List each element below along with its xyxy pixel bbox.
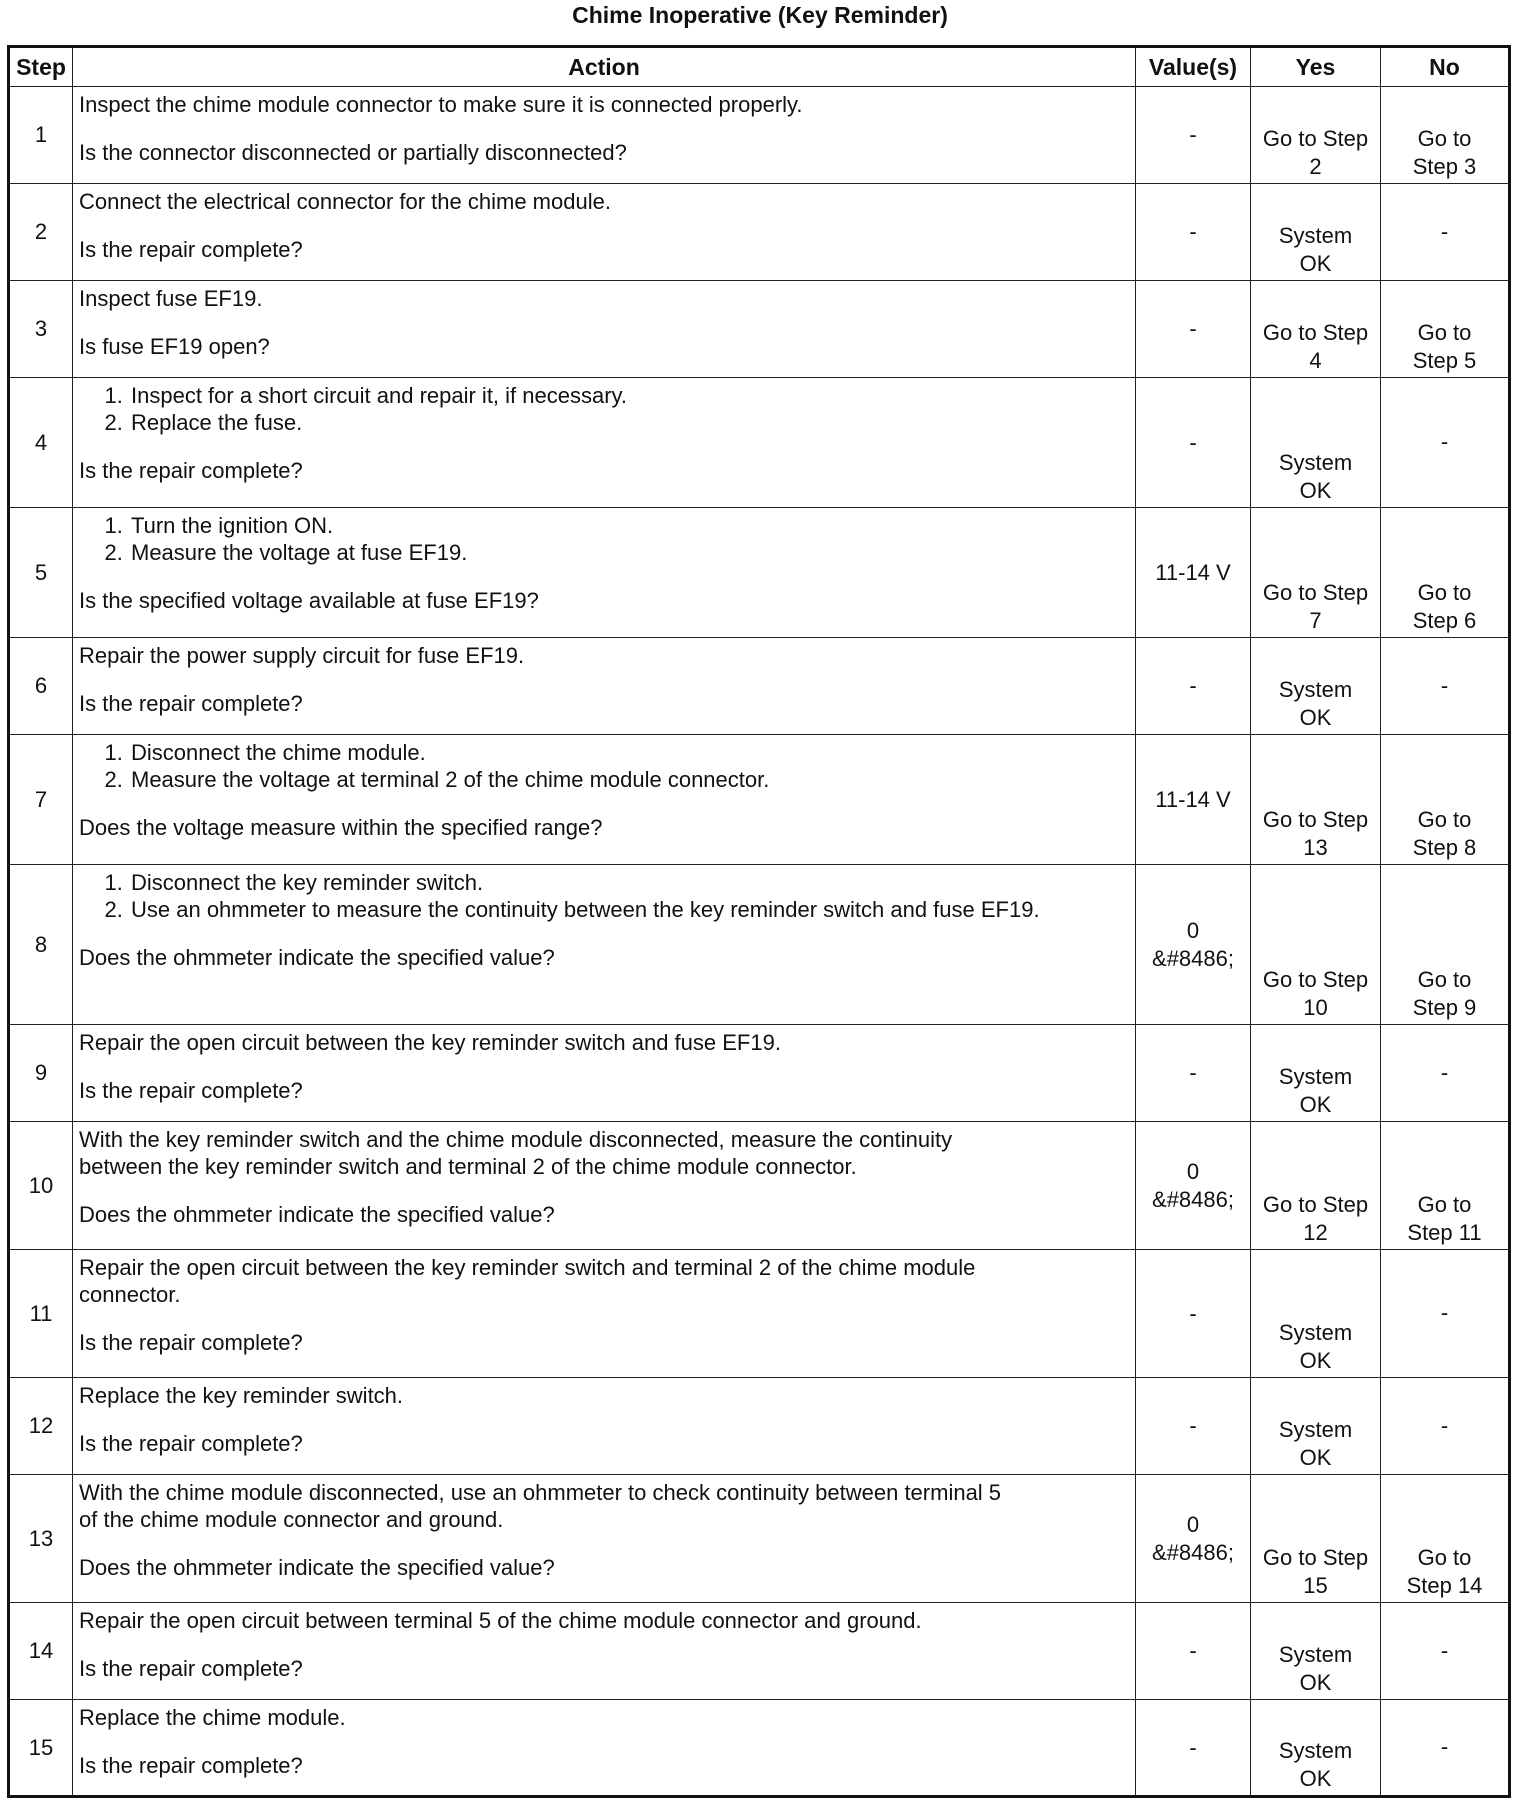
step-number: 2 bbox=[9, 184, 73, 281]
no-result: - bbox=[1381, 1025, 1510, 1122]
value-cell: - bbox=[1136, 1025, 1251, 1122]
value-cell: - bbox=[1136, 378, 1251, 508]
action-instruction: Inspect the chime module connector to make sure it is connected properly. bbox=[79, 92, 803, 117]
action-question: Is the repair complete? bbox=[79, 691, 303, 716]
action-step-item: 1. Disconnect the key reminder switch. bbox=[129, 869, 1129, 896]
table-row bbox=[9, 1603, 1510, 1700]
yes-result: System OK bbox=[1251, 1603, 1381, 1700]
action-question: Does the ohmmeter indicate the specified value? bbox=[79, 945, 555, 970]
table-row bbox=[9, 735, 1510, 865]
no-result: - bbox=[1381, 1378, 1510, 1475]
action-instruction: Inspect fuse EF19. bbox=[79, 286, 263, 311]
yes-result: System OK bbox=[1251, 184, 1381, 281]
header-no: No bbox=[1381, 47, 1510, 87]
action-steps bbox=[79, 869, 1129, 923]
step-number: 7 bbox=[9, 735, 73, 865]
no-result: Go to Step 9 bbox=[1381, 865, 1510, 1025]
table-title: Chime Inoperative (Key Reminder) bbox=[572, 2, 948, 28]
action-question: Does the voltage measure within the specified range? bbox=[79, 815, 603, 840]
value-cell: 0 &#8486; bbox=[1136, 865, 1251, 1025]
table-row bbox=[9, 638, 1510, 735]
action-step-item: 2. Measure the voltage at terminal 2 of the chime module connector. bbox=[129, 766, 1129, 793]
action-instruction: Repair the open circuit between terminal 5 of the chime module connector and ground. bbox=[79, 1608, 922, 1633]
action-steps bbox=[79, 739, 1129, 793]
table-row bbox=[9, 184, 1510, 281]
table-row bbox=[9, 508, 1510, 638]
no-result: Go to Step 3 bbox=[1381, 87, 1510, 184]
action-step-item: 2. Use an ohmmeter to measure the continuity between the key reminder switch and fuse EF19. bbox=[129, 896, 1129, 923]
action-question: Is the specified voltage available at fuse EF19? bbox=[79, 588, 539, 613]
value-cell: - bbox=[1136, 184, 1251, 281]
action-question: Is the repair complete? bbox=[79, 458, 303, 483]
value-cell: 0 &#8486; bbox=[1136, 1475, 1251, 1603]
table-row bbox=[9, 865, 1510, 1025]
yes-result: Go to Step 2 bbox=[1251, 87, 1381, 184]
action-cell bbox=[73, 638, 1136, 735]
action-cell bbox=[73, 184, 1136, 281]
action-steps bbox=[79, 382, 1129, 436]
value-cell: - bbox=[1136, 638, 1251, 735]
action-cell bbox=[73, 281, 1136, 378]
action-instruction: With the key reminder switch and the chime module disconnected, measure the continuity between the key reminder switch and terminal 2 of the chime module connector. bbox=[79, 1127, 953, 1179]
step-number: 11 bbox=[9, 1250, 73, 1378]
value-cell: 11-14 V bbox=[1136, 735, 1251, 865]
no-result: Go to Step 11 bbox=[1381, 1122, 1510, 1250]
action-cell bbox=[73, 87, 1136, 184]
step-number: 5 bbox=[9, 508, 73, 638]
yes-result: Go to Step 12 bbox=[1251, 1122, 1381, 1250]
step-number: 4 bbox=[9, 378, 73, 508]
header-values: Value(s) bbox=[1136, 47, 1251, 87]
no-result: Go to Step 8 bbox=[1381, 735, 1510, 865]
value-cell: - bbox=[1136, 1250, 1251, 1378]
yes-result: System OK bbox=[1251, 1025, 1381, 1122]
yes-result: Go to Step 15 bbox=[1251, 1475, 1381, 1603]
action-cell bbox=[73, 1122, 1136, 1250]
action-cell bbox=[73, 865, 1136, 1025]
action-question: Is the repair complete? bbox=[79, 237, 303, 262]
action-cell bbox=[73, 1603, 1136, 1700]
action-cell bbox=[73, 508, 1136, 638]
action-instruction: Repair the open circuit between the key reminder switch and fuse EF19. bbox=[79, 1030, 781, 1055]
step-number: 1 bbox=[9, 87, 73, 184]
no-result: Go to Step 14 bbox=[1381, 1475, 1510, 1603]
action-question: Is fuse EF19 open? bbox=[79, 334, 270, 359]
header-action: Action bbox=[73, 47, 1136, 87]
value-cell: - bbox=[1136, 1603, 1251, 1700]
yes-result: System OK bbox=[1251, 1378, 1381, 1475]
action-cell bbox=[73, 1378, 1136, 1475]
action-question: Is the repair complete? bbox=[79, 1078, 303, 1103]
value-cell: - bbox=[1136, 281, 1251, 378]
yes-result: Go to Step 13 bbox=[1251, 735, 1381, 865]
action-step-item: 2. Measure the voltage at fuse EF19. bbox=[129, 539, 1129, 566]
action-step-item: 2. Replace the fuse. bbox=[129, 409, 1129, 436]
table-row bbox=[9, 87, 1510, 184]
step-number: 8 bbox=[9, 865, 73, 1025]
action-question: Is the repair complete? bbox=[79, 1753, 303, 1778]
step-number: 3 bbox=[9, 281, 73, 378]
step-number: 12 bbox=[9, 1378, 73, 1475]
step-number: 9 bbox=[9, 1025, 73, 1122]
yes-result: System OK bbox=[1251, 1700, 1381, 1797]
table-row bbox=[9, 281, 1510, 378]
action-cell bbox=[73, 735, 1136, 865]
table-row bbox=[9, 1025, 1510, 1122]
yes-result: Go to Step 4 bbox=[1251, 281, 1381, 378]
action-step-item: 1. Inspect for a short circuit and repair it, if necessary. bbox=[129, 382, 1129, 409]
yes-result: Go to Step 7 bbox=[1251, 508, 1381, 638]
action-instruction: Repair the open circuit between the key reminder switch and terminal 2 of the chime module connector. bbox=[79, 1255, 976, 1307]
header-step: Step bbox=[9, 47, 73, 87]
action-instruction: Repair the power supply circuit for fuse EF19. bbox=[79, 643, 525, 668]
action-cell bbox=[73, 1475, 1136, 1603]
no-result: - bbox=[1381, 1700, 1510, 1797]
action-cell bbox=[73, 1700, 1136, 1797]
table-row bbox=[9, 1122, 1510, 1250]
no-result: - bbox=[1381, 378, 1510, 508]
yes-result: System OK bbox=[1251, 638, 1381, 735]
no-result: Go to Step 5 bbox=[1381, 281, 1510, 378]
header-row bbox=[9, 47, 1510, 87]
value-cell: 0 &#8486; bbox=[1136, 1122, 1251, 1250]
value-cell: 11-14 V bbox=[1136, 508, 1251, 638]
action-steps bbox=[79, 512, 1129, 566]
action-instruction: Replace the key reminder switch. bbox=[79, 1383, 404, 1408]
value-cell: - bbox=[1136, 87, 1251, 184]
diagnostic-table bbox=[7, 45, 1511, 1798]
action-question: Is the repair complete? bbox=[79, 1431, 303, 1456]
no-result: - bbox=[1381, 1250, 1510, 1378]
step-number: 15 bbox=[9, 1700, 73, 1797]
header-yes: Yes bbox=[1251, 47, 1381, 87]
step-number: 14 bbox=[9, 1603, 73, 1700]
table-row bbox=[9, 1378, 1510, 1475]
step-number: 10 bbox=[9, 1122, 73, 1250]
step-number: 6 bbox=[9, 638, 73, 735]
table-row bbox=[9, 1250, 1510, 1378]
action-question: Is the connector disconnected or partially disconnected? bbox=[79, 140, 627, 165]
action-question: Does the ohmmeter indicate the specified value? bbox=[79, 1555, 555, 1580]
action-step-item: 1. Turn the ignition ON. bbox=[129, 512, 1129, 539]
action-instruction: Replace the chime module. bbox=[79, 1705, 346, 1730]
action-cell bbox=[73, 378, 1136, 508]
yes-result: System OK bbox=[1251, 378, 1381, 508]
action-question: Is the repair complete? bbox=[79, 1656, 303, 1681]
action-question: Is the repair complete? bbox=[79, 1330, 303, 1355]
action-cell bbox=[73, 1025, 1136, 1122]
action-step-item: 1. Disconnect the chime module. bbox=[129, 739, 1129, 766]
no-result: Go to Step 6 bbox=[1381, 508, 1510, 638]
table-row bbox=[9, 378, 1510, 508]
action-cell bbox=[73, 1250, 1136, 1378]
step-number: 13 bbox=[9, 1475, 73, 1603]
table-row bbox=[9, 1700, 1510, 1797]
yes-result: System OK bbox=[1251, 1250, 1381, 1378]
no-result: - bbox=[1381, 1603, 1510, 1700]
yes-result: Go to Step 10 bbox=[1251, 865, 1381, 1025]
no-result: - bbox=[1381, 184, 1510, 281]
action-instruction: Connect the electrical connector for the chime module. bbox=[79, 189, 611, 214]
action-question: Does the ohmmeter indicate the specified value? bbox=[79, 1202, 555, 1227]
value-cell: - bbox=[1136, 1378, 1251, 1475]
no-result: - bbox=[1381, 638, 1510, 735]
value-cell: - bbox=[1136, 1700, 1251, 1797]
table-row bbox=[9, 1475, 1510, 1603]
action-instruction: With the chime module disconnected, use an ohmmeter to check continuity between terminal 5 of the chime module connector and ground. bbox=[79, 1480, 1002, 1532]
